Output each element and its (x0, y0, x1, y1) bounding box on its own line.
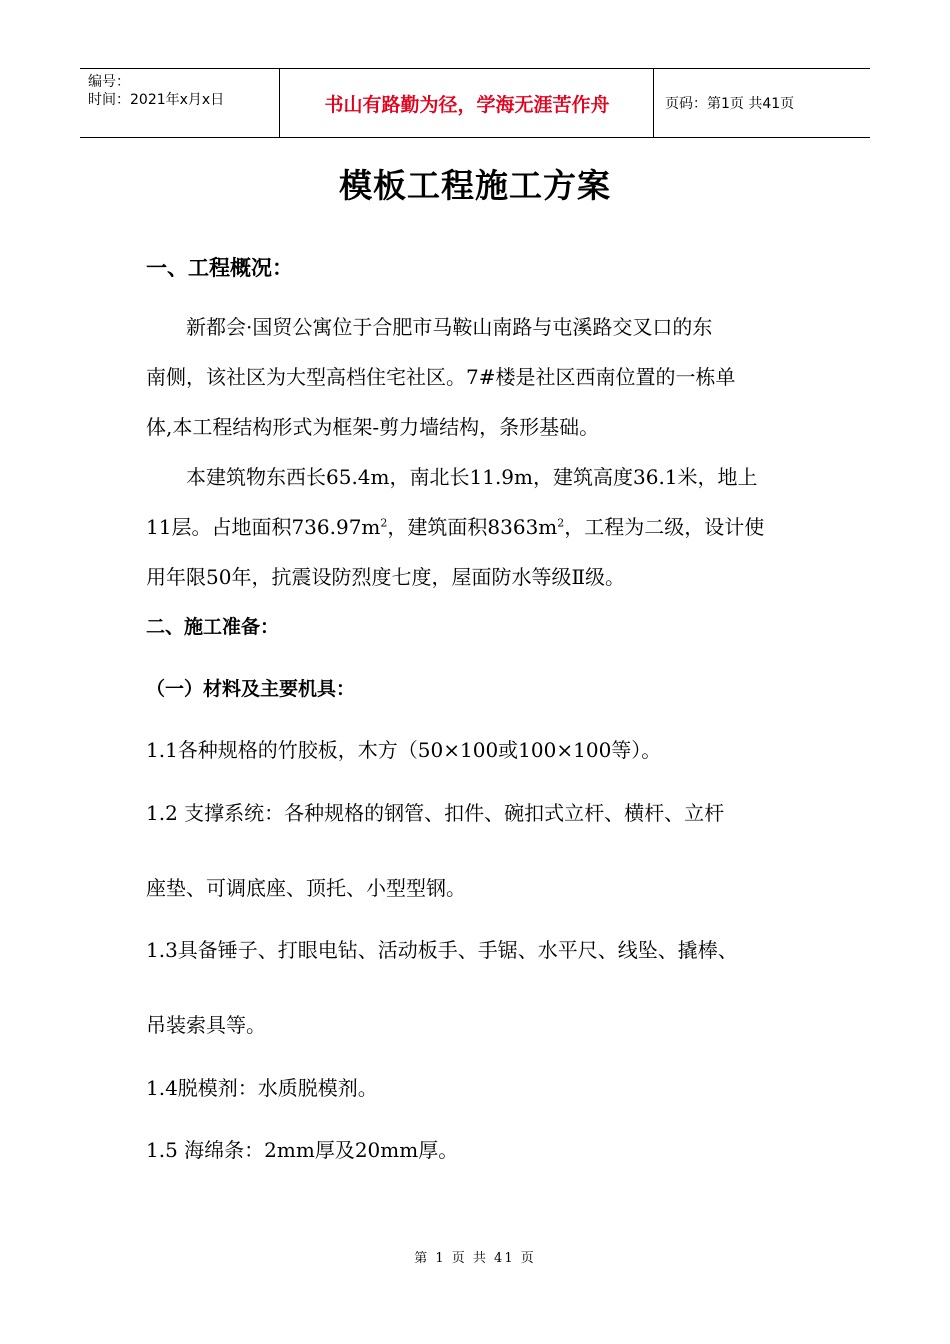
page-footer: 第 1 页 共 41 页 (414, 1251, 536, 1266)
item-1-5: 1.5 海绵条：2mm厚及20mm厚。 (146, 1138, 459, 1162)
section2-heading: 二、施工准备： (146, 616, 280, 638)
item-1-2-cont: 座垫、可调底座、顶托、小型型钢。 (146, 876, 466, 900)
item-1-4: 1.4脱模剂：水质脱模剂。 (146, 1076, 378, 1100)
para2-line2-part3: ，工程为二级，设计使 (564, 515, 765, 539)
para1-line3: 体,本工程结构形式为框架-剪力墙结构，条形基础。 (146, 415, 600, 439)
item-1-3: 1.3具备锤子、打眼电钻、活动板手、手锯、水平尺、线坠、撬棒、 (146, 938, 738, 962)
number-label: 编号： (88, 74, 130, 90)
superscript: 2 (557, 516, 565, 530)
para2-line2 (146, 511, 816, 540)
header-meta-cell (80, 69, 280, 137)
time-label: 时间：2021年x月x日 (88, 92, 225, 108)
para1-line1: 新都会·国贸公寓位于合肥市马鞍山南路与屯溪路交叉口的东 (146, 315, 713, 339)
para2-line2-part2: ，建筑面积8363m (387, 515, 558, 539)
para2-line1: 本建筑物东西长65.4m，南北长11.9m，建筑高度36.1米，地上 (146, 465, 758, 489)
section2-subheading: （一）材料及主要机具： (146, 678, 356, 700)
header-table (80, 68, 870, 138)
item-1-3-cont: 吊装索具等。 (146, 1013, 266, 1037)
motto: 书山有路勤为径，学海无涯苦作舟 (281, 69, 654, 137)
superscript: 2 (380, 516, 388, 530)
para2-line2-part1: 11层。占地面积736.97m (146, 515, 381, 539)
item-1-2: 1.2 支撑系统：各种规格的钢管、扣件、碗扣式立杆、横杆、立杆 (146, 801, 725, 825)
document-title: 模板工程施工方案 (339, 166, 611, 205)
section1-heading: 一、工程概况： (146, 256, 293, 280)
para1-line2: 南侧，该社区为大型高档住宅社区。7#楼是社区西南位置的一栋单 (146, 365, 736, 389)
item-1-1: 1.1各种规格的竹胶板，木方（50×100或100×100等）。 (146, 738, 662, 762)
page-info: 页码：第1页 共41页 (665, 96, 795, 112)
para2-line3: 用年限50年，抗震设防烈度七度，屋面防水等级Ⅱ级。 (146, 565, 626, 589)
